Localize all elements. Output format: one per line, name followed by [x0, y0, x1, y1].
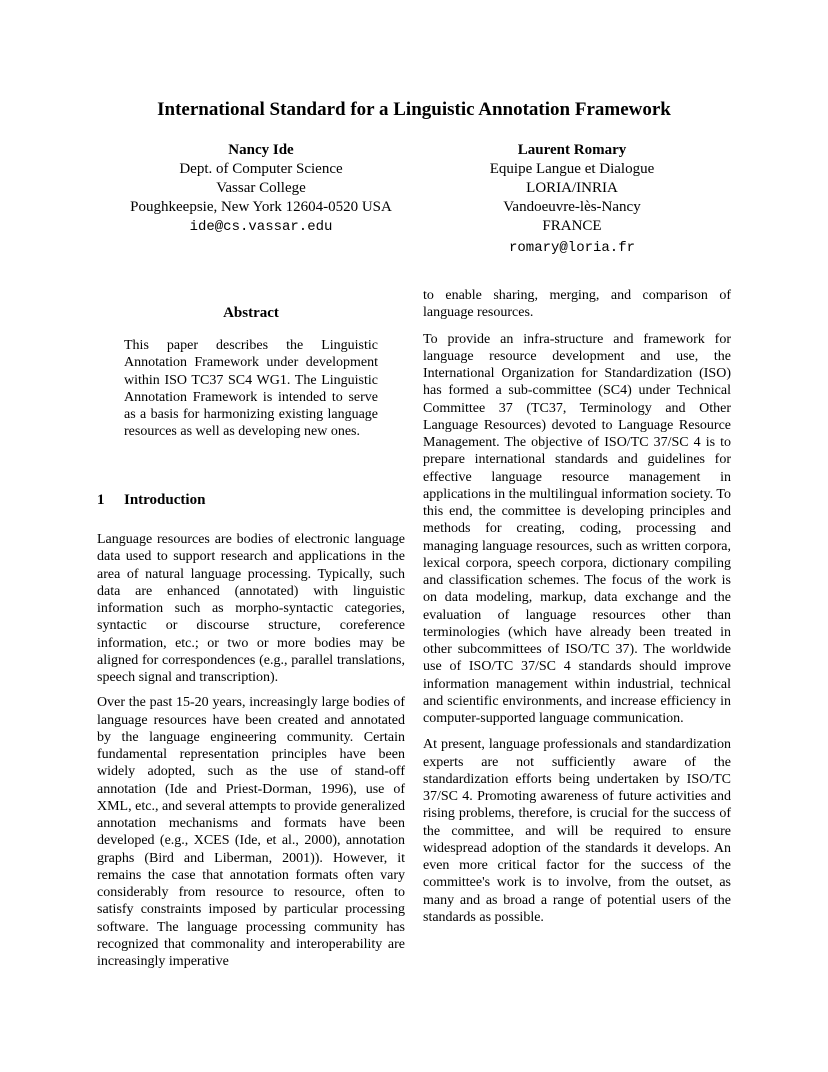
body-paragraph: Language resources are bodies of electronic language data used to support research and applications in the area of natural language processing. Typically, such data are enhanced (annotated) with linguistic information such as morpho-syntactic categories, syntactic or discourse structure, coreference information, etc.; or two or more bodies may be aligned for correspondences (e.g., parallel translations, speech signal and transcription). [97, 532, 405, 685]
author-name: Laurent Romary [517, 142, 627, 158]
author-email: ide@cs.vassar.edu [189, 219, 333, 235]
author-affiliation-line: Dept. of Computer Science [179, 161, 343, 177]
author-affiliation-line: FRANCE [542, 218, 602, 234]
body-paragraph: Over the past 15-20 years, increasingly large bodies of language resources have been created and annotated by the language engineering community. Certain fundamental representation principles have been widely adopted, such as the use of stand-off annotation (Ide and Priest-Dorman, 1996), use of XML, etc., and several attempts to provide generalized annotation mechanisms and formats have been developed (e.g., XCES (Ide, et al., 2000), annotation graphs (Bird and Liberman, 2001)). However, it remains the case that annotation formats often vary considerably from resource to resource, often to satisfy constraints imposed by particular processing software. The language processing community has recognized that commonality and interoperability are increasingly imperative [97, 695, 405, 969]
abstract-heading: Abstract [223, 305, 279, 321]
paper-title: International Standard for a Linguistic Annotation Framework [157, 99, 671, 120]
section-number: 1 [97, 492, 105, 508]
author-name: Nancy Ide [228, 142, 294, 158]
section-title: Introduction [124, 492, 206, 508]
author-affiliation-line: Vassar College [216, 180, 306, 196]
right-column-body [423, 287, 731, 926]
author-block-2 [422, 141, 722, 259]
author-affiliation-line: LORIA/INRIA [526, 180, 618, 196]
author-block-1 [100, 141, 422, 238]
body-paragraph: To provide an infra-structure and framework for language resource development and use, the International Organization for Standardization (ISO) has formed a sub-committee (SC4) under Technical Committee 37 (TC37, Terminology and Other Language Resources) devoted to Language Resource Management. The objective of ISO/TC 37/SC 4 is to prepare international standards and guidelines for effective language resource management in applications in the multilingual information society. To this end, the committee is developing principles and methods for creating, coding, processing and managing language resources, such as written corpora, lexical corpora, speech corpora, dictionary compiling and classification schemes. The focus of the work is on data modeling, markup, data exchange and the evaluation of language resources other than terminologies (which have already been treated in other subcommittees of ISO/TC 37). The worldwide use of ISO/TC 37/SC 4 standards should improve information management within industrial, technical and scientific environments, and increase efficiency in computer-supported language communication. [423, 331, 731, 726]
section-heading [97, 491, 405, 509]
author-affiliation-line: Vandoeuvre-lès-Nancy [503, 199, 641, 215]
abstract-text: This paper describes the Linguistic Annotation Framework under development within ISO TC37 SC4 WG1. The Linguistic Annotation Framework is intended to serve as a basis for harmonizing existing language resources as well as developing new ones. [124, 338, 378, 440]
left-column-body [97, 531, 405, 970]
author-email: romary@loria.fr [508, 240, 636, 256]
author-affiliation-line: Equipe Langue et Dialogue [489, 161, 655, 177]
author-affiliation-line: Poughkeepsie, New York 12604-0520 USA [130, 199, 392, 215]
body-paragraph: to enable sharing, merging, and comparison of language resources. [423, 288, 731, 321]
body-paragraph: At present, language professionals and standardization experts are not sufficiently aware of the standardization efforts being undertaken by ISO/TC 37/SC 4. Promoting awareness of future activities and rising problems, therefore, is crucial for the success of the committee, and will be required to ensure widespread adoption of the standards it develops. An even more critical factor for the success of the committee's work is to involve, from the outset, as many and as broad a range of potential users of the standards as possible. [423, 737, 731, 925]
